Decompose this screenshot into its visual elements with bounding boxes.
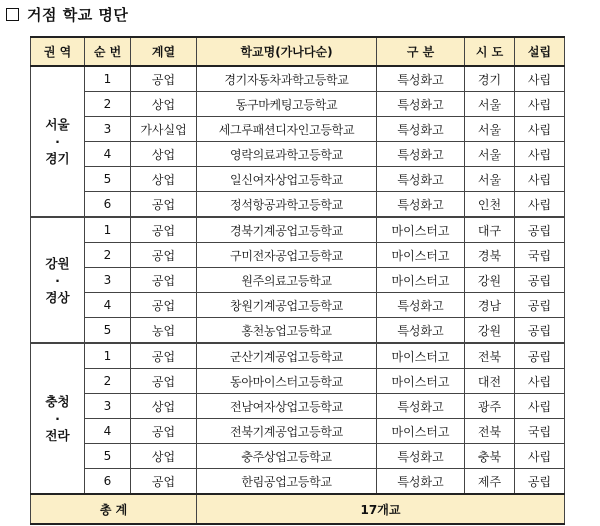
row-school-name: 전남여자상업고등학교 [197, 394, 377, 419]
region-name: 경상 [45, 289, 70, 305]
row-province: 대구 [465, 217, 515, 243]
row-school-name: 원주의료고등학교 [197, 268, 377, 293]
row-school-name: 창원기계공업고등학교 [197, 293, 377, 318]
table-row [31, 142, 565, 167]
row-school-name: 동구마케팅고등학교 [197, 92, 377, 117]
row-province: 경남 [465, 293, 515, 318]
region-group [31, 66, 565, 217]
row-number: 1 [85, 66, 131, 92]
table-row [31, 469, 565, 495]
row-school-name: 경북기계공업고등학교 [197, 217, 377, 243]
row-number: 4 [85, 142, 131, 167]
table-header [31, 37, 565, 66]
row-establishment: 사립 [515, 444, 565, 469]
row-type: 특성화고 [377, 293, 465, 318]
row-field: 공업 [131, 369, 197, 394]
row-number: 6 [85, 192, 131, 218]
row-type: 특성화고 [377, 192, 465, 218]
row-province: 경기 [465, 66, 515, 92]
region-name: 서울 [45, 117, 70, 132]
row-type: 특성화고 [377, 444, 465, 469]
checkbox-square-icon [6, 8, 19, 21]
row-type: 특성화고 [377, 167, 465, 192]
header-establishment: 설립 [515, 37, 565, 66]
row-number: 5 [85, 444, 131, 469]
region-separator: · [55, 272, 60, 288]
school-table [30, 36, 565, 525]
table-row [31, 268, 565, 293]
total-value: 17개교 [197, 494, 565, 524]
row-school-name: 동아마이스터고등학교 [197, 369, 377, 394]
table-footer [31, 494, 565, 524]
row-province: 서울 [465, 167, 515, 192]
row-province: 서울 [465, 92, 515, 117]
total-label: 총 계 [31, 494, 197, 524]
row-establishment: 공립 [515, 268, 565, 293]
row-school-name: 군산기계공업고등학교 [197, 343, 377, 369]
table-row [31, 369, 565, 394]
row-type: 마이스터고 [377, 243, 465, 268]
row-establishment: 공립 [515, 217, 565, 243]
table-row [31, 92, 565, 117]
region-name: 강원 [45, 255, 70, 271]
row-field: 가사실업 [131, 117, 197, 142]
row-school-name: 영락의료과학고등학교 [197, 142, 377, 167]
row-type: 특성화고 [377, 394, 465, 419]
region-separator: · [55, 411, 60, 426]
header-number: 순 번 [85, 37, 131, 66]
row-field: 공업 [131, 268, 197, 293]
row-field: 공업 [131, 293, 197, 318]
region-name: 전라 [45, 428, 70, 443]
row-field: 상업 [131, 142, 197, 167]
row-province: 경북 [465, 243, 515, 268]
table-row [31, 243, 565, 268]
row-establishment: 사립 [515, 192, 565, 218]
region-group [31, 217, 565, 343]
row-school-name: 홍천농업고등학교 [197, 318, 377, 344]
row-type: 특성화고 [377, 66, 465, 92]
row-field: 상업 [131, 394, 197, 419]
row-number: 3 [85, 268, 131, 293]
row-field: 공업 [131, 217, 197, 243]
row-number: 6 [85, 469, 131, 495]
header-field: 계열 [131, 37, 197, 66]
row-field: 농업 [131, 318, 197, 344]
row-type: 특성화고 [377, 318, 465, 344]
row-province: 광주 [465, 394, 515, 419]
table-row [31, 192, 565, 218]
region-cell [31, 217, 85, 343]
row-number: 4 [85, 419, 131, 444]
table-row [31, 419, 565, 444]
row-type: 특성화고 [377, 117, 465, 142]
row-school-name: 전북기계공업고등학교 [197, 419, 377, 444]
row-type: 특성화고 [377, 92, 465, 117]
row-field: 공업 [131, 192, 197, 218]
region-name: 경기 [45, 151, 70, 166]
region-separator: · [55, 134, 60, 149]
table-row [31, 394, 565, 419]
row-establishment: 국립 [515, 243, 565, 268]
row-province: 서울 [465, 142, 515, 167]
row-type: 특성화고 [377, 469, 465, 495]
row-school-name: 한림공업고등학교 [197, 469, 377, 495]
row-number: 3 [85, 394, 131, 419]
row-field: 공업 [131, 469, 197, 495]
row-field: 상업 [131, 167, 197, 192]
row-number: 3 [85, 117, 131, 142]
row-establishment: 사립 [515, 142, 565, 167]
row-school-name: 일신여자상업고등학교 [197, 167, 377, 192]
table-row [31, 117, 565, 142]
row-number: 4 [85, 293, 131, 318]
row-province: 강원 [465, 318, 515, 344]
row-school-name: 충주상업고등학교 [197, 444, 377, 469]
row-field: 상업 [131, 92, 197, 117]
row-province: 충북 [465, 444, 515, 469]
row-type: 마이스터고 [377, 419, 465, 444]
row-type: 마이스터고 [377, 217, 465, 243]
row-establishment: 공립 [515, 293, 565, 318]
row-establishment: 공립 [515, 318, 565, 344]
region-group [31, 343, 565, 494]
row-school-name: 정석항공과학고등학교 [197, 192, 377, 218]
row-establishment: 공립 [515, 343, 565, 369]
row-number: 2 [85, 243, 131, 268]
row-establishment: 사립 [515, 394, 565, 419]
table-row [31, 293, 565, 318]
table-row [31, 318, 565, 344]
header-province: 시 도 [465, 37, 515, 66]
row-type: 특성화고 [377, 142, 465, 167]
row-field: 공업 [131, 343, 197, 369]
row-field: 상업 [131, 444, 197, 469]
row-school-name: 경기자동차과학고등학교 [197, 66, 377, 92]
table-row [31, 167, 565, 192]
row-number: 5 [85, 318, 131, 344]
row-school-name: 구미전자공업고등학교 [197, 243, 377, 268]
row-establishment: 사립 [515, 369, 565, 394]
page-title-text: 거점 학교 명단 [27, 5, 129, 24]
row-field: 공업 [131, 419, 197, 444]
row-establishment: 사립 [515, 117, 565, 142]
row-province: 강원 [465, 268, 515, 293]
row-province: 서울 [465, 117, 515, 142]
row-number: 2 [85, 92, 131, 117]
row-number: 1 [85, 217, 131, 243]
row-province: 전북 [465, 419, 515, 444]
row-number: 1 [85, 343, 131, 369]
table-row [31, 66, 565, 92]
row-field: 공업 [131, 243, 197, 268]
row-province: 대전 [465, 369, 515, 394]
header-region: 권 역 [31, 37, 85, 66]
row-province: 전북 [465, 343, 515, 369]
row-number: 2 [85, 369, 131, 394]
row-number: 5 [85, 167, 131, 192]
row-type: 마이스터고 [377, 343, 465, 369]
row-establishment: 사립 [515, 167, 565, 192]
header-school-name: 학교명(가나다순) [197, 37, 377, 66]
row-type: 마이스터고 [377, 268, 465, 293]
region-cell [31, 66, 85, 217]
row-establishment: 공립 [515, 469, 565, 495]
row-type: 마이스터고 [377, 369, 465, 394]
row-establishment: 사립 [515, 92, 565, 117]
row-field: 공업 [131, 66, 197, 92]
row-province: 인천 [465, 192, 515, 218]
header-type: 구 분 [377, 37, 465, 66]
table-row [31, 217, 565, 243]
row-establishment: 국립 [515, 419, 565, 444]
region-cell [31, 343, 85, 494]
table-row [31, 444, 565, 469]
row-establishment: 사립 [515, 66, 565, 92]
row-province: 제주 [465, 469, 515, 495]
row-school-name: 세그루패션디자인고등학교 [197, 117, 377, 142]
region-name: 충청 [45, 394, 70, 409]
page-title [6, 2, 128, 26]
table-row [31, 343, 565, 369]
